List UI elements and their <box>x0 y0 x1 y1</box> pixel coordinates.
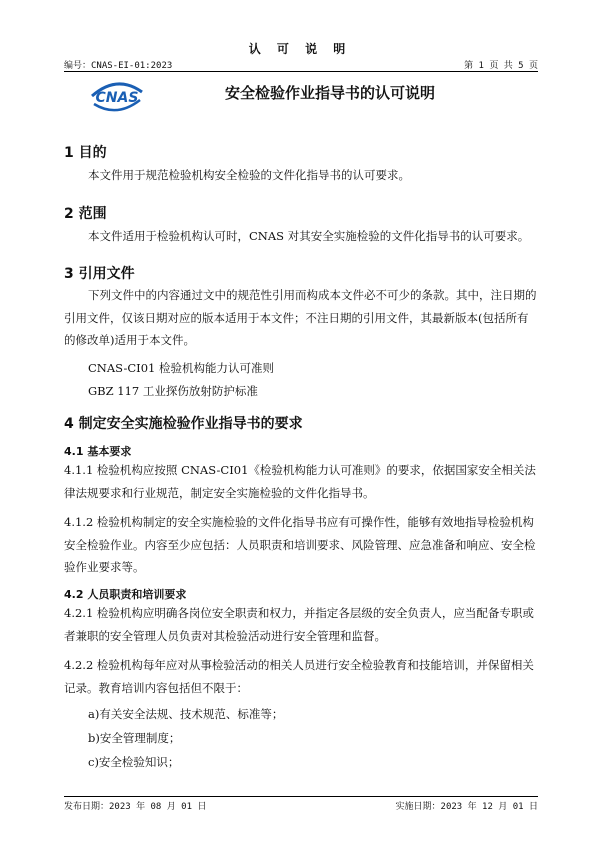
section-4-heading: 4 制定安全实施检验作业指导书的要求 <box>64 416 303 432</box>
clause-4-2-2: 4.2.2 检验机构每年应对从事检验活动的相关人员进行安全检验教育和技能培训，并保留相关记录。教育培训内容包括但不限于： <box>64 658 534 695</box>
page-info: 第 1 页 共 5 页 <box>464 61 538 71</box>
list-item: c)安全检验知识； <box>88 755 180 769</box>
document-title: 安全检验作业指导书的认可说明 <box>224 84 435 102</box>
section-4-2-heading: 4.2 人员职责和培训要求 <box>64 588 187 601</box>
header-divider <box>64 71 538 72</box>
section-2-body: 本文件适用于检验机构认可时，CNAS 对其安全实施检验的文件化指导书的认可要求。 <box>88 229 530 243</box>
effective-date: 实施日期：2023 年 12 月 01 日 <box>395 802 538 812</box>
header-category: 认 可 说 明 <box>248 42 352 56</box>
section-3-body: 下列文件中的内容通过文中的规范性引用而构成本文件必不可少的条款。其中，注日期的引用文件，仅该日期对应的版本适用于本文件；不注日期的引用文件，其最新版本(包括所有的修改单)适用于本文件。 <box>64 288 537 347</box>
cnas-logo <box>86 78 148 114</box>
clause-4-2-1: 4.2.1 检验机构应明确各岗位安全职责和权力，并指定各层级的安全负责人，应当配备专职或者兼职的安全管理人员负责对其检验活动进行安全管理和监督。 <box>64 606 534 643</box>
reference-item: CNAS-CI01 检验机构能力认可准则 <box>88 361 274 375</box>
list-item: a)有关安全法规、技术规范、标准等； <box>88 707 284 721</box>
reference-item: GBZ 117 工业探伤放射防护标准 <box>88 384 258 398</box>
section-1-body: 本文件用于规范检验机构安全检验的文件化指导书的认可要求。 <box>88 168 410 182</box>
logo-text: CNAS <box>95 90 139 106</box>
doc-number: 编号：CNAS-EI-01:2023 <box>64 61 173 71</box>
footer-divider <box>64 796 538 797</box>
section-3-heading: 3 引用文件 <box>64 266 135 282</box>
section-4-1-heading: 4.1 基本要求 <box>64 445 132 458</box>
issue-date: 发布日期：2023 年 08 月 01 日 <box>64 802 207 812</box>
section-2-heading: 2 范围 <box>64 206 107 222</box>
clause-4-1-2: 4.1.2 检验机构制定的安全实施检验的文件化指导书应有可操作性，能够有效地指导检验机构安全检验作业。内容至少应包括：人员职责和培训要求、风险管理、应急准备和响应、安全检验作业要求等。 <box>64 515 536 574</box>
list-item: b)安全管理制度； <box>88 731 181 745</box>
clause-4-1-1: 4.1.1 检验机构应按照 CNAS-CI01《检验机构能力认可准则》的要求，依据国家安全相关法律法规要求和行业规范，制定安全实施检验的文件化指导书。 <box>64 463 536 500</box>
section-1-heading: 1 目的 <box>64 145 107 161</box>
